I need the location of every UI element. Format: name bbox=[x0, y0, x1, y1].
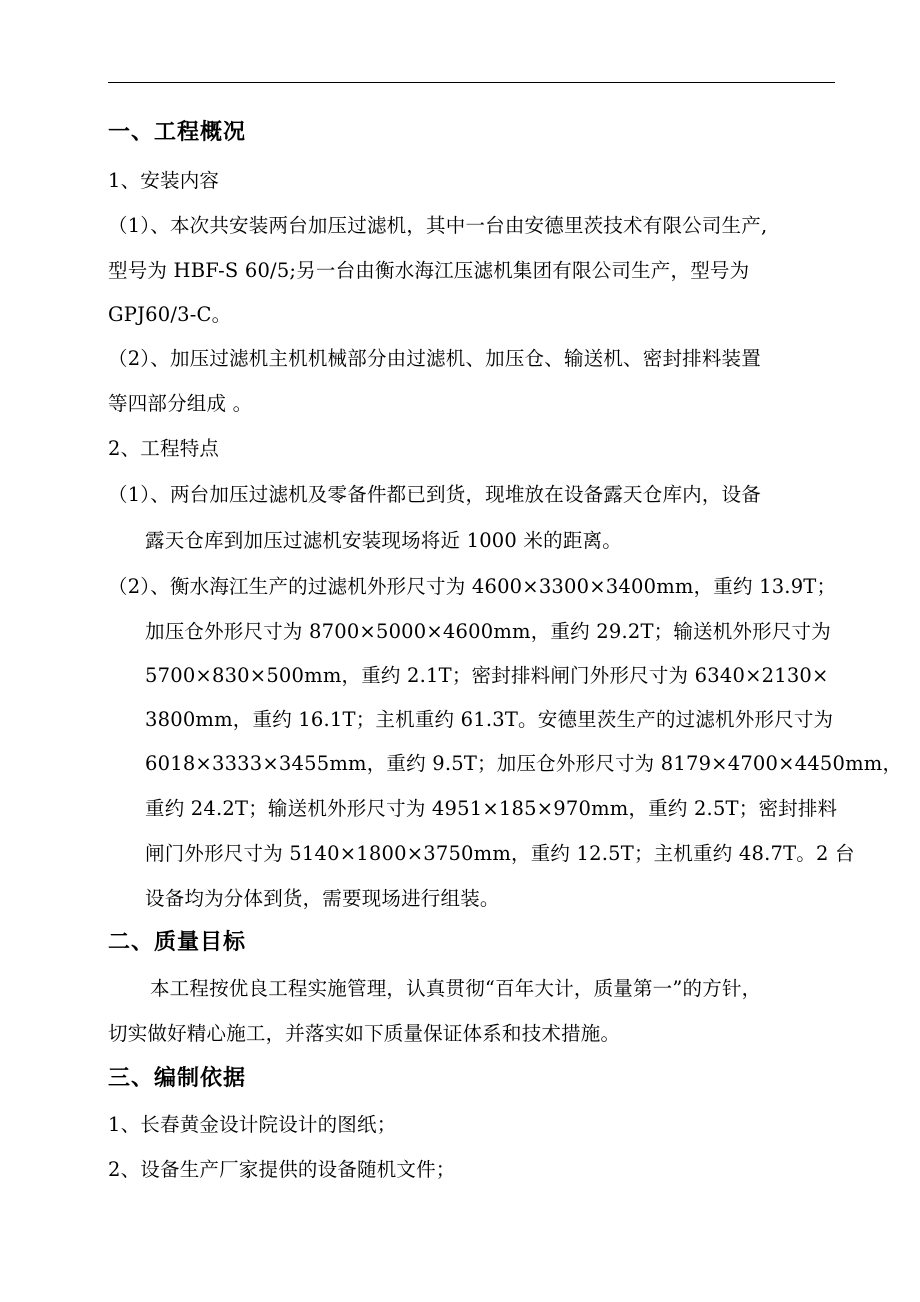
subsection-title: 1、安装内容 bbox=[108, 169, 220, 192]
paragraph-line: 5700×830×500mm，重约 2.1T；密封排料闸门外形尺寸为 6340×2130× bbox=[145, 664, 829, 687]
paragraph-line: （2）、加压过滤机主机机械部分由过滤机、加压仓、输送机、密封排料装置 bbox=[108, 347, 761, 370]
paragraph-line: 闸门外形尺寸为 5140×1800×3750mm，重约 12.5T；主机重约 48.7T。2 台 bbox=[145, 842, 855, 865]
section-heading: 二、质量目标 bbox=[108, 930, 247, 955]
paragraph-line: 露天仓库到加压过滤机安装现场将近 1000 米的距离。 bbox=[145, 529, 622, 552]
paragraph-line: 3800mm，重约 16.1T；主机重约 61.3T。安德里茨生产的过滤机外形尺寸为 bbox=[145, 708, 834, 731]
paragraph-line: 切实做好精心施工，并落实如下质量保证体系和技术措施。 bbox=[108, 1022, 621, 1045]
paragraph-line: 等四部分组成 。 bbox=[108, 392, 253, 415]
paragraph-line: （1）、本次共安装两台加压过滤机，其中一台由安德里茨技术有限公司生产, bbox=[108, 214, 768, 237]
section-heading: 三、编制依据 bbox=[108, 1066, 247, 1091]
paragraph-line: GPJ60/3-C。 bbox=[108, 303, 232, 326]
paragraph-line: 加压仓外形尺寸为 8700×5000×4600mm，重约 29.2T；输送机外形尺寸为 bbox=[145, 620, 831, 643]
subsection-title: 2、工程特点 bbox=[108, 437, 220, 460]
section-heading: 一、工程概况 bbox=[108, 120, 247, 145]
paragraph-line: 设备均为分体到货，需要现场进行组装。 bbox=[145, 887, 500, 910]
paragraph-line: （1）、两台加压过滤机及零备件都已到货，现堆放在设备露天仓库内，设备 bbox=[108, 483, 761, 506]
paragraph-line: 重约 24.2T；输送机外形尺寸为 4951×185×970mm，重约 2.5T；密封排料 bbox=[145, 797, 838, 820]
list-item: 1、长春黄金设计院设计的图纸； bbox=[108, 1113, 397, 1136]
paragraph-line: 6018×3333×3455mm，重约 9.5T；加压仓外形尺寸为 8179×4700×4450mm， bbox=[145, 752, 903, 775]
paragraph-line: （2）、衡水海江生产的过滤机外形尺寸为 4600×3300×3400mm，重约 13.9T； bbox=[108, 575, 837, 598]
list-item: 2、设备生产厂家提供的设备随机文件； bbox=[108, 1158, 456, 1181]
paragraph-line: 型号为 HBF-S 60/5;另一台由衡水海江压滤机集团有限公司生产，型号为 bbox=[108, 259, 750, 282]
paragraph-line: 本工程按优良工程实施管理，认真贯彻“百年大计，质量第一”的方针， bbox=[150, 977, 762, 1000]
header-rule bbox=[108, 82, 835, 83]
